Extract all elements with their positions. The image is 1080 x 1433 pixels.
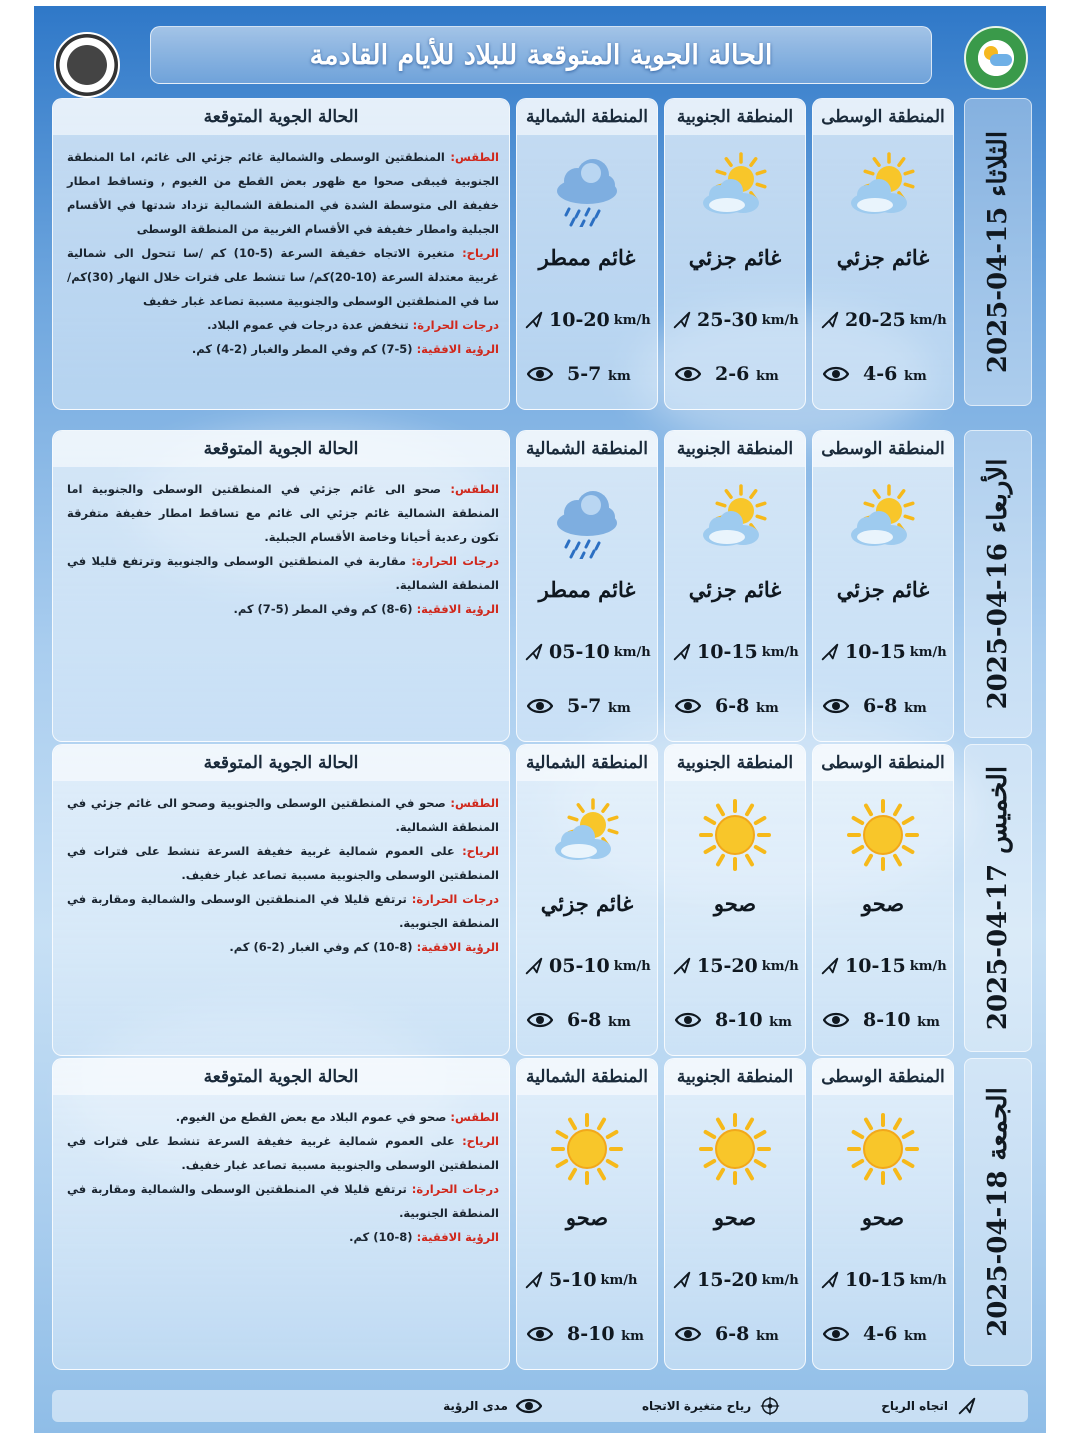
wind-arrow-icon	[819, 1269, 841, 1291]
region-name: المنطقة الشمالية	[517, 745, 657, 781]
region-card	[812, 744, 954, 1056]
forecast-description	[67, 477, 499, 733]
desc-paragraph: الطقس: صحو في عموم البلاد مع بعض القطع من الغيوم.	[175, 1110, 499, 1124]
condition-label: صحو	[713, 891, 757, 916]
forecast-heading: الحالة الجوية المتوقعة	[53, 1059, 509, 1095]
desc-paragraph: الرؤية الافقية: (6-8) كم وفي المطر (5-7) كم.	[233, 602, 499, 616]
wind-arrow-icon	[671, 641, 693, 663]
desc-paragraph: الرؤية الافقية: (8-10) كم.	[349, 1230, 499, 1244]
forecast-text-panel	[52, 1058, 510, 1370]
region-name: المنطقة الجنوبية	[665, 99, 805, 135]
region-name: المنطقة الشمالية	[517, 1059, 657, 1095]
region-name: المنطقة الجنوبية	[665, 745, 805, 781]
region-card	[664, 1058, 806, 1370]
visibility: 4-6 km	[823, 1323, 949, 1345]
date-strip: 2025-04-15 الثلاثاء	[964, 98, 1032, 406]
desc-paragraph: الرياح: على العموم شمالية غربية خفيفة السرعة تنشط على فترات في المنطقتين الوسطى والجنوبية مسببة تصاعد غبار خفيف.	[67, 844, 499, 882]
eye-icon	[675, 1011, 701, 1029]
visibility: 8-10 km	[527, 1323, 653, 1345]
visibility: 5-7 km	[527, 695, 653, 717]
forecast-poster	[34, 6, 1046, 1433]
condition-label: غائم ممطر	[538, 245, 636, 270]
desc-paragraph: درجات الحرارة: تنخفض عدة درجات في عموم البلاد.	[207, 318, 499, 332]
wind-arrow-icon	[819, 641, 841, 663]
eye-icon	[527, 1325, 553, 1343]
wind-arrow-icon	[671, 955, 693, 977]
wind-arrow-icon	[956, 1395, 978, 1417]
eye-icon	[823, 1011, 849, 1029]
date-strip: 2025-04-17 الخميس	[964, 744, 1032, 1052]
forecast-heading: الحالة الجوية المتوقعة	[53, 745, 509, 781]
eye-icon	[823, 365, 849, 383]
region-card	[664, 744, 806, 1056]
wind-arrow-icon	[819, 955, 841, 977]
wind-speed: 10-15 km/h	[819, 955, 949, 977]
eye-icon	[823, 697, 849, 715]
forecast-text-panel	[52, 98, 510, 410]
condition-label: صحو	[713, 1205, 757, 1230]
forecast-heading: الحالة الجوية المتوقعة	[53, 99, 509, 135]
wind-speed: 25-30 km/h	[671, 309, 801, 331]
desc-paragraph: درجات الحرارة: ترتفع قليلا في المنطقتين الوسطى والشمالية ومقاربة في المنطقة الجنوبية.	[67, 892, 499, 930]
region-card	[812, 1058, 954, 1370]
partly-cloudy-icon	[843, 483, 923, 559]
region-name: المنطقة الشمالية	[517, 431, 657, 467]
wind-arrow-icon	[523, 641, 545, 663]
desc-paragraph: الرؤية الافقية: (5-7) كم وفي المطر والغبار (2-4) كم.	[191, 342, 499, 356]
desc-paragraph: الرياح: على العموم شمالية غربية خفيفة السرعة تنشط على فترات في المنطقتين الوسطى والجنوبية مسببة تصاعد غبار خفيف.	[67, 1134, 499, 1172]
wind-speed: 10-15 km/h	[819, 641, 949, 663]
eye-icon	[527, 697, 553, 715]
forecast-description	[67, 791, 499, 1047]
condition-label: غائم جزئي	[688, 245, 782, 270]
rain-cloud-icon	[547, 151, 627, 227]
desc-paragraph: الرياح: متغيرة الاتجاه خفيفة السرعة (5-10) كم /سا تتحول الى شمالية غربية معتدلة السرعة (10-20)كم/ سا تنشط على فترات خلال النهار (30)كم/سا في المنطقتين الوسطى والجنوبية مسببة تصاعد غبار خفيف	[67, 246, 499, 308]
sun-icon	[695, 797, 775, 873]
sun-icon	[695, 1111, 775, 1187]
wind-speed: 20-25 km/h	[819, 309, 949, 331]
desc-paragraph: الطقس: المنطقتين الوسطى والشمالية غائم جزئي الى غائم، اما المنطقة الجنوبية فيبقى صحوا مع ظهور بعض القطع من الغيوم , وتساقط امطار خفيفة الى متوسطة الشدة في المنطقة الشمالية تزداد شدتها في الأقسام الجبلية وامطار خفيفة في الأقسام الغربية من المنطقة الوسطى	[67, 150, 499, 236]
sun-icon	[547, 1111, 627, 1187]
region-card	[516, 430, 658, 742]
legend-variable-wind: رياح متغيرة الاتجاه	[642, 1395, 781, 1417]
org-logo-left	[54, 32, 120, 98]
region-card	[516, 98, 658, 410]
eye-icon	[675, 365, 701, 383]
eye-icon	[675, 697, 701, 715]
wind-speed: 05-10 km/h	[523, 641, 653, 663]
org-logo-right	[964, 26, 1028, 90]
wind-arrow-icon	[819, 309, 841, 331]
region-name: المنطقة الجنوبية	[665, 1059, 805, 1095]
condition-label: صحو	[861, 891, 905, 916]
sun-icon	[843, 797, 923, 873]
page-title: الحالة الجوية المتوقعة للبلاد للأيام القادمة	[150, 26, 932, 84]
visibility: 8-10 km	[823, 1009, 949, 1031]
desc-paragraph: درجات الحرارة: ترتفع قليلا في المنطقتين الوسطى والشمالية ومقاربة في المنطقة الجنوبية.	[67, 1182, 499, 1220]
condition-label: غائم جزئي	[836, 577, 930, 602]
wind-arrow-icon	[523, 955, 545, 977]
visibility: 6-8 km	[823, 695, 949, 717]
desc-paragraph: الطقس: صحو الى غائم جزئي في المنطقتين الوسطى والجنوبية اما المنطقة الشمالية غائم جزئي الى غائم مع تساقط امطار خفيفة متفرقة تكون رعدية أحيانا وخاصة الأقسام الجبلية.	[67, 482, 499, 544]
eye-icon	[675, 1325, 701, 1343]
desc-paragraph: درجات الحرارة: مقاربة في المنطقتين الوسطى والجنوبية وترتفع قليلا في المنطقة الشمالية.	[67, 554, 500, 592]
partly-cloudy-icon	[843, 151, 923, 227]
wind-arrow-icon	[523, 1269, 545, 1291]
region-name: المنطقة الوسطى	[813, 431, 953, 467]
region-name: المنطقة الوسطى	[813, 1059, 953, 1095]
partly-cloudy-icon	[695, 151, 775, 227]
visibility: 2-6 km	[675, 363, 801, 385]
eye-icon	[527, 365, 553, 383]
condition-label: صحو	[861, 1205, 905, 1230]
rain-cloud-icon	[547, 483, 627, 559]
compass-icon	[759, 1395, 781, 1417]
region-card	[812, 98, 954, 410]
visibility: 6-8 km	[527, 1009, 653, 1031]
eye-icon	[823, 1325, 849, 1343]
region-name: المنطقة الجنوبية	[665, 431, 805, 467]
partly-cloudy-icon	[695, 483, 775, 559]
desc-paragraph: الطقس: صحو في المنطقتين الوسطى والجنوبية وصحو الى غائم جزئي في المنطقة الشمالية.	[67, 796, 499, 834]
wind-speed: 10-15 km/h	[819, 1269, 949, 1291]
region-card	[664, 430, 806, 742]
wind-arrow-icon	[671, 1269, 693, 1291]
date-strip: 2025-04-18 الجمعة	[964, 1058, 1032, 1366]
forecast-text-panel	[52, 430, 510, 742]
region-card	[516, 1058, 658, 1370]
visibility: 5-7 km	[527, 363, 653, 385]
forecast-heading: الحالة الجوية المتوقعة	[53, 431, 509, 467]
eye-icon	[527, 1011, 553, 1029]
region-card	[516, 744, 658, 1056]
region-card	[812, 430, 954, 742]
wind-speed: 10-20 km/h	[523, 309, 653, 331]
eye-icon	[516, 1397, 542, 1415]
wind-speed: 15-20 km/h	[671, 955, 801, 977]
desc-paragraph: الرؤية الافقية: (8-10) كم وفي الغبار (2-6) كم.	[229, 940, 499, 954]
visibility: 6-8 km	[675, 1323, 801, 1345]
forecast-text-panel	[52, 744, 510, 1056]
partly-cloudy-icon	[547, 797, 627, 873]
sun-icon	[843, 1111, 923, 1187]
wind-speed: 5-10 km/h	[523, 1269, 653, 1291]
legend	[52, 1390, 1028, 1422]
condition-label: غائم جزئي	[540, 891, 634, 916]
condition-label: غائم ممطر	[538, 577, 636, 602]
condition-label: غائم جزئي	[836, 245, 930, 270]
condition-label: صحو	[565, 1205, 609, 1230]
forecast-description	[67, 1105, 499, 1361]
wind-arrow-icon	[671, 309, 693, 331]
visibility: 4-6 km	[823, 363, 949, 385]
condition-label: غائم جزئي	[688, 577, 782, 602]
legend-wind-direction: اتجاه الرياح	[881, 1395, 978, 1417]
forecast-description	[67, 145, 499, 401]
visibility: 6-8 km	[675, 695, 801, 717]
region-name: المنطقة الشمالية	[517, 99, 657, 135]
date-strip: 2025-04-16 الأربعاء	[964, 430, 1032, 738]
wind-speed: 05-10 km/h	[523, 955, 653, 977]
wind-speed: 15-20 km/h	[671, 1269, 801, 1291]
visibility: 8-10 km	[675, 1009, 801, 1031]
region-card	[664, 98, 806, 410]
legend-visibility: مدى الرؤية	[443, 1397, 542, 1415]
region-name: المنطقة الوسطى	[813, 99, 953, 135]
wind-arrow-icon	[523, 309, 545, 331]
wind-speed: 10-15 km/h	[671, 641, 801, 663]
region-name: المنطقة الوسطى	[813, 745, 953, 781]
